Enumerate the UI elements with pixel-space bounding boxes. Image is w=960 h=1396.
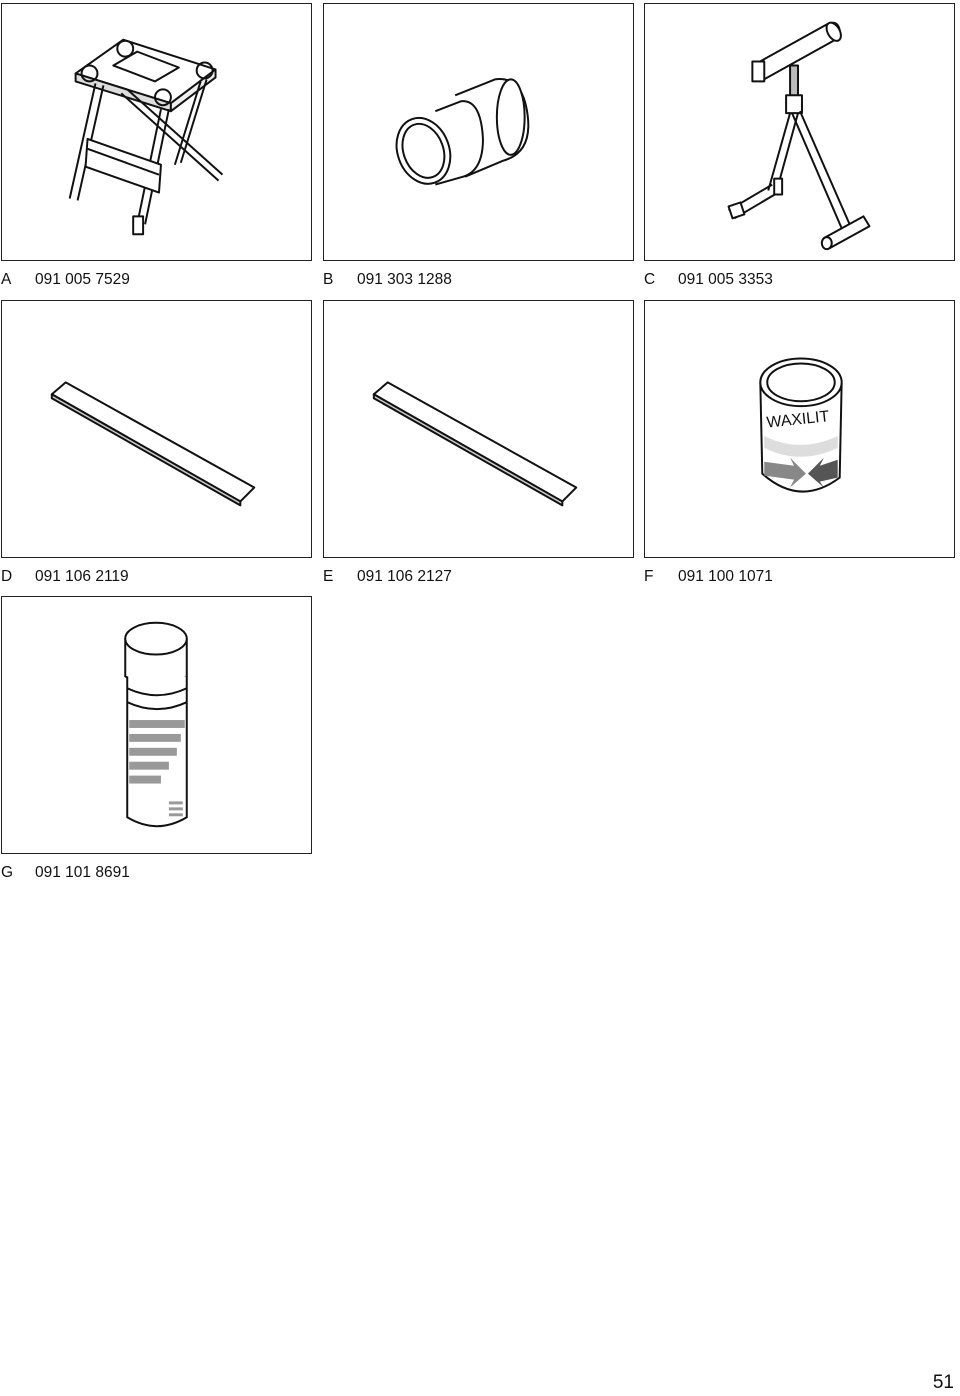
accessory-letter: B <box>323 271 334 288</box>
accessory-letter: C <box>644 271 656 288</box>
part-number: 091 005 7529 <box>35 271 130 288</box>
part-number: 091 100 1071 <box>678 568 773 585</box>
planer-blade-icon <box>324 301 633 557</box>
accessory-panel-a <box>1 3 312 261</box>
brand-label: WAXILIT <box>765 408 831 432</box>
part-number: 091 106 2119 <box>35 568 129 585</box>
accessory-panel-c <box>644 3 955 261</box>
accessory-caption-e <box>323 568 452 586</box>
hose-adapter-icon <box>324 4 633 260</box>
accessory-caption-f <box>644 568 773 586</box>
accessory-panel-g <box>1 596 312 854</box>
part-number: 091 101 8691 <box>35 864 130 881</box>
accessory-caption-c <box>644 271 773 289</box>
accessory-panel-b <box>323 3 634 261</box>
accessory-caption-d <box>1 568 129 586</box>
accessory-letter: F <box>644 568 654 585</box>
part-number: 091 005 3353 <box>678 271 773 288</box>
spray-can-icon <box>2 597 311 853</box>
accessory-panel-f <box>644 300 955 558</box>
accessory-caption-a <box>1 271 130 289</box>
accessory-panel-e <box>323 300 634 558</box>
part-number: 091 303 1288 <box>357 271 452 288</box>
roller-stand-icon <box>645 4 954 260</box>
page-number: 51 <box>932 1372 954 1393</box>
accessory-letter: G <box>1 864 14 881</box>
planer-blade-icon <box>2 301 311 557</box>
accessory-caption-b <box>323 271 452 289</box>
accessory-letter: E <box>323 568 334 585</box>
part-number: 091 106 2127 <box>357 568 452 585</box>
accessory-letter: A <box>1 271 12 288</box>
accessory-caption-g <box>1 864 130 882</box>
accessory-panel-d <box>1 300 312 558</box>
accessory-letter: D <box>1 568 13 585</box>
folding-workbench-icon <box>2 4 311 260</box>
wax-tin-icon <box>645 301 954 557</box>
